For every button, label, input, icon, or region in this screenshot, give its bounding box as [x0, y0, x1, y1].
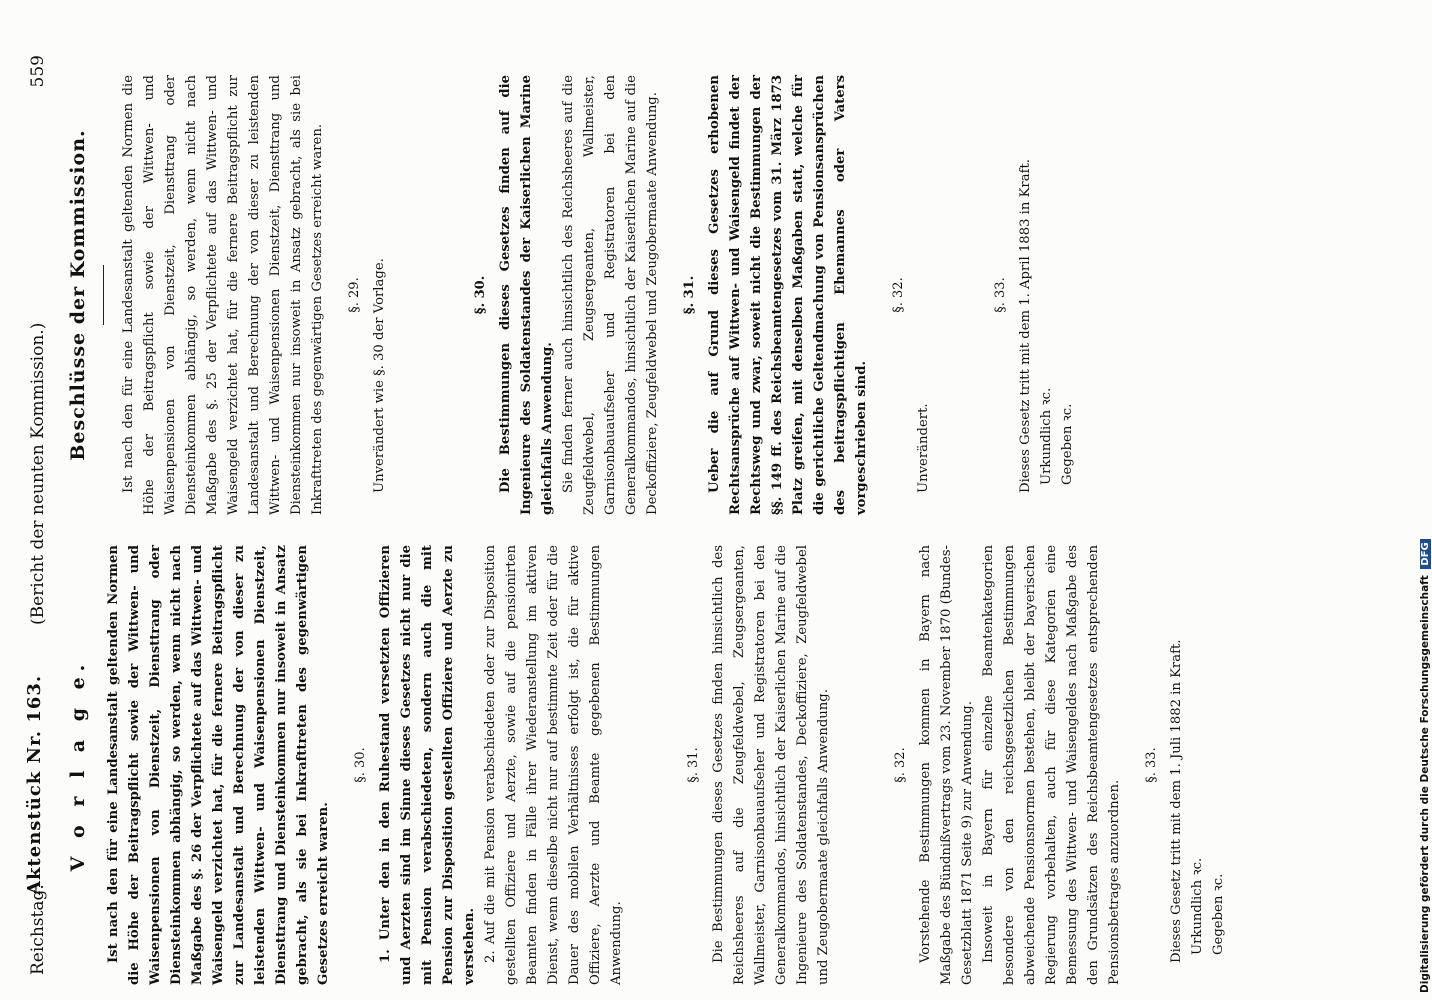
vorlage-s30-p1: 1. Unter den in den Ruhestand versetzten Offizieren und Aerzten sind im Sinne dieses Gesetzes nicht nur die mit Pension verabschiedeten, sondern auch die mit Pension zur Disposition gestellten Offiziere und Aerzte zu verstehen.: [378, 545, 477, 985]
dfg-credit-text: Digitalisierung gefördert durch die Deutsche Forschungsgemeinschaft: [1419, 575, 1431, 993]
beschluesse-sign-urkundlich: Urkundlich ꝛc.: [1039, 387, 1054, 485]
page-header: [20, 45, 56, 985]
beschluesse-section-30: §. 30.: [473, 275, 488, 315]
dfg-logo: DFG: [1420, 539, 1431, 568]
beschluesse-s29-text: Unverändert wie §. 30 der Vorlage.: [372, 258, 387, 493]
beschluesse-section-31: §. 31.: [682, 275, 697, 315]
vorlage-section-31: §. 31.: [686, 747, 701, 783]
beschluesse-section-29: §. 29.: [347, 277, 362, 313]
page-number: 559: [28, 55, 48, 88]
header-reichstag: Reichstag.: [28, 884, 48, 975]
header-bericht: (Bericht der neunten Kommission.): [28, 322, 48, 625]
title-rule: [103, 265, 104, 325]
vorlage-s32-p1: Vorstehende Bestimmungen kommen in Bayern nach Maßgabe des Bündnißvertrags vom 23. November 1870 (Bundes-Gesetzblatt 1871 Seite 9) zur Anwendung.: [918, 545, 975, 985]
beschluesse-section-32: §. 32.: [891, 277, 906, 313]
column-title-vorlage: V o r l a g e.: [67, 658, 89, 872]
header-aktenstueck: Aktenstück Nr. 163.: [24, 674, 45, 895]
beschluesse-intro: Ist nach den für eine Landesanstalt geltenden Normen die Höhe der Beitragspflicht sowie der Wittwen- und Waisenpensionen von Dienstzeit, Diensttrang oder Diensteinkommen abhängig, so werden, wenn nicht nach Maßgabe des §. 25 der Verpflichtete auf das Wittwen- und Waisengeld verzichtet hat, für die fernere Beitragspflicht zur Landesanstalt und Berechnung der von dieser zu leistenden Wittwen- und Waisenpensionen Dienstzeit, Diensttrang und Diensteinkommen nur insoweit in Ansatz gebracht, als sie bei Inkrafttreten des gegenwärtigen Gesetzes erreicht waren.: [121, 75, 325, 515]
beschluesse-s32-text: Unverändert.: [916, 403, 931, 493]
vorlage-s30-p2: 2. Auf die mit Pension verabschiedeten oder zur Disposition gestellten Offiziere und Aerzte, sowie auf die pensionirten Beamten finden in Fälle ihrer Wiederanstellung im aktiven Dienst, wenn dieselbe nicht nur auf bestimmte Zeit oder für die Dauer des mobilen Verhältnisses erfolgt ist, die für aktive Offiziere, Aerzte und Beamte gegebenen Bestimmungen Anwendung.: [483, 545, 624, 985]
rotated-page-content: [20, 45, 1400, 985]
beschluesse-s31-text: Ueber die auf Grund dieses Gesetzes erhobenen Rechtsansprüche auf Wittwen- und Waisengeld findet der Rechtsweg und zwar, soweit nicht die Bestimmungen der §§. 149 ff. des Reichsbeamtengesetzes vom 31. März 1873 Platz greifen, mit denselben Maßgaben statt, welche für die gerichtliche Geltendmachung von Pensionsansprüchen des beitragspflichtigen Ehemannes oder Vaters vorgeschrieben sind.: [707, 75, 869, 515]
beschluesse-s30-p2: Sie finden ferner auch hinsichtlich des Reichsheeres auf die Zeugfeldwebel, Zeugsergeanten, Wallmeister, Garnisonbauaufseher und Registratoren bei den Generalkommandos, hinsichtlich der Kaiserlichen Marine auf die Deckoffiziere, Zeugfeldwebel und Zeugobermaate Anwendung.: [561, 75, 660, 515]
vorlage-section-32: §. 32.: [893, 747, 908, 783]
vorlage-section-33: §. 33.: [1144, 747, 1159, 783]
beschluesse-s33-text: Dieses Gesetz tritt mit dem 1. April 1883 in Kraft.: [1018, 159, 1033, 493]
column-vorlage: [60, 545, 1400, 985]
vorlage-sign-gegeben: Gegeben ꝛc.: [1211, 873, 1226, 955]
vorlage-section-30: §. 30.: [353, 747, 368, 783]
beschluesse-sign-gegeben: Gegeben ꝛc.: [1060, 403, 1075, 485]
column-title-beschluesse: Beschlüsse der Kommission.: [67, 129, 89, 461]
vorlage-s33-text: Dieses Gesetz tritt mit dem 1. Juli 1882 in Kraft.: [1169, 639, 1184, 963]
vorlage-intro: Ist nach den für eine Landesanstalt geltenden Normen die Höhe der Beitragspflicht sowie der Wittwen- und Waisenpensionen von Dienstzeit, Diensttrang oder Diensteinkommen abhängig, so werden, wenn nicht nach Maßgabe des §. 26 der Verpflichtete auf das Wittwen- und Waisengeld verzichtet hat, für die fernere Beitragspflicht zur Landesanstalt und Berechnung der von dieser zu leistenden Wittwen- und Waisenpensionen Dienstzeit, Diensttrang und Diensteinkommen nur insoweit in Ansatz gebracht, als sie bei Inkrafttreten des gegenwärtigen Gesetzes erreicht waren.: [106, 545, 331, 985]
beschluesse-s30-p1: Die Bestimmungen dieses Gesetzes finden auf die Ingenieure des Soldatenstandes der Kaiserlichen Marine gleichfalls Anwendung.: [498, 75, 555, 515]
dfg-credit: [1419, 539, 1431, 993]
column-beschluesse: [60, 75, 1400, 515]
beschluesse-section-33: §. 33.: [993, 277, 1008, 313]
vorlage-s31-text: Die Bestimmungen dieses Gesetzes finden hinsichtlich des Reichsheeres auf die Zeugfeldwebel, Zeugsergeanten, Wallmeister, Garnisonbauaufseher und Registratoren bei den Generalkommandos, hinsichtlich der Kaiserlichen Marine auf die Ingenieure des Soldatenstandes, Deckoffiziere, Zeugfeldwebel und Zeugobermaate gleichfalls Anwendung.: [711, 545, 831, 985]
vorlage-sign-urkundlich: Urkundlich ꝛc.: [1190, 857, 1205, 955]
vorlage-s32-p2: Insoweit in Bayern für einzelne Beamtenkategorien besondere von den reichsgesetzlichen Bestimmungen abweichende Pensionsnormen bestehen, bleibt der bayerischen Regierung vorbehalten, auch für diese Kategorien eine Bemessung des Wittwen- und Waisengeldes nach Maßgabe des den Grundsätzen des Reichsbeamtengesetzes entsprechenden Pensionsbetrages anzuordnen.: [981, 545, 1122, 985]
